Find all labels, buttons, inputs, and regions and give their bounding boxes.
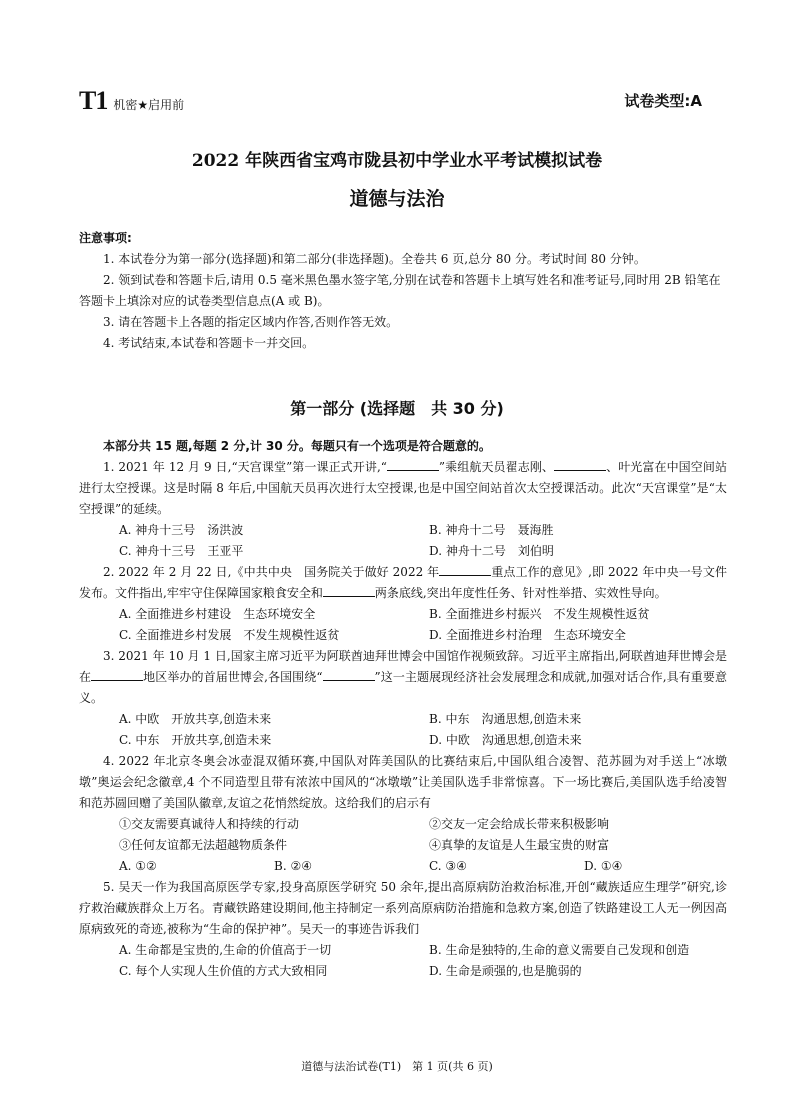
option-b: B. 中东 沟通思想,创造未来: [429, 712, 582, 726]
options: [79, 709, 727, 751]
option-b: B. 神舟十二号 聂海胜: [429, 523, 554, 537]
options: [79, 604, 727, 646]
option-d: D. ①④: [584, 859, 623, 873]
options: [79, 940, 727, 982]
options: [79, 520, 727, 562]
notice-section: [79, 228, 729, 354]
statement-3: ③任何友谊都无法超越物质条件: [119, 838, 288, 852]
stem-text: 、叶光富在中国空间站进行太空授课。这是时隔 8 年后,中国航天员再次进行太空授课,也是中国空间站首次太空授课活动。此次“天宫课堂”是“太空授课”的延续。: [79, 460, 727, 516]
question-stem: [79, 646, 727, 709]
stem-text: ”这一主题展现经济社会发展理念和成就,加强对话合作,具有重要意义。: [79, 670, 727, 705]
paper-code: T1: [79, 86, 108, 115]
question-stem: 5. 吴天一作为我国高原医学专家,投身高原医学研究 50 余年,提出高原病防治救治标准,开创“藏族适应生理学”研究,诊疗救治藏族群众上万名。青藏铁路建设期间,他主持制定一系列高原病防治措施和急救方案,创造了铁路建设工人无一例因高原病致死的奇迹,被称为“生命的保护神”。吴天一的事迹告诉我们: [79, 880, 727, 936]
option-b: B. ②④: [274, 859, 312, 873]
question-stem: [79, 457, 727, 520]
option-c: C. 中东 开放共享,创造未来: [119, 733, 272, 747]
option-d: D. 全面推进乡村治理 生态环境安全: [429, 628, 626, 642]
option-d: D. 生命是顽强的,也是脆弱的: [429, 964, 582, 978]
notice-item: 3. 请在答题卡上各题的指定区域内作答,否则作答无效。: [103, 315, 399, 329]
question-stem: [79, 562, 727, 604]
stem-text: 两条底线,突出年度性任务、针对性举措、实效性导向。: [374, 586, 667, 600]
stem-text: 2. 2022 年 2 月 22 日,《中共中央 国务院关于做好 2022 年: [103, 565, 440, 579]
stem-text: 地区举办的首届世博会,各国围绕“: [143, 670, 323, 684]
statement-1: ①交友需要真诚待人和持续的行动: [119, 817, 300, 831]
answer-blank: [554, 458, 606, 471]
page-footer: 道德与法治试卷(T1) 第 1 页(共 6 页): [301, 1060, 493, 1073]
statements: [79, 814, 727, 856]
answer-blank: [323, 668, 375, 681]
stem-text: 重点工作的意见》,即 2022 年中央一号文件发布。文件指出,牢牢守住保障国家粮食安全和: [79, 565, 727, 600]
option-c: C. 每个人实现人生价值的方式大致相同: [119, 964, 328, 978]
option-a: A. 生命都是宝贵的,生命的价值高于一切: [119, 943, 332, 957]
subject-title: 道德与法治: [349, 188, 445, 210]
option-b: B. 全面推进乡村振兴 不发生规模性返贫: [429, 607, 650, 621]
paper-type: 试卷类型:A: [624, 92, 702, 110]
stem-text: 1. 2021 年 12 月 9 日,“天宫课堂”第一课正式开讲,“: [103, 460, 387, 474]
notice-title: 注意事项:: [79, 231, 132, 245]
stem-text: ”乘组航天员翟志刚、: [438, 460, 555, 474]
answer-blank: [323, 584, 375, 597]
option-a: A. 全面推进乡村建设 生态环境安全: [119, 607, 316, 621]
option-a: A. 神舟十三号 汤洪波: [119, 523, 244, 537]
notice-item: 4. 考试结束,本试卷和答题卡一并交回。: [103, 336, 315, 350]
notice-item: 1. 本试卷分为第一部分(选择题)和第二部分(非选择题)。全卷共 6 页,总分 80 分。考试时间 80 分钟。: [103, 252, 646, 266]
notice-item: 2. 领到试卷和答题卡后,请用 0.5 毫米黑色墨水签字笔,分别在试卷和答题卡上填写姓名和准考证号,同时用 2B 铅笔在答题卡上填涂对应的试卷类型信息点(A 或 B)。: [79, 273, 721, 308]
option-d: D. 神舟十二号 刘伯明: [429, 544, 554, 558]
section-intro: 本部分共 15 题,每题 2 分,计 30 分。每题只有一个选项是符合题意的。: [103, 439, 491, 453]
answer-blank: [91, 668, 143, 681]
secret-label: 机密★启用前: [113, 98, 185, 112]
option-b: B. 生命是独特的,生命的意义需要自己发现和创造: [429, 943, 690, 957]
questions: [79, 436, 727, 982]
option-c: C. 神舟十三号 王亚平: [119, 544, 244, 558]
option-c: C. ③④: [429, 859, 467, 873]
option-c: C. 全面推进乡村发展 不发生规模性返贫: [119, 628, 340, 642]
header-left: [79, 86, 184, 116]
exam-title: 2022 年陕西省宝鸡市陇县初中学业水平考试模拟试卷: [191, 151, 603, 171]
statement-4: ④真挚的友谊是人生最宝贵的财富: [429, 838, 610, 852]
answer-blank: [387, 458, 439, 471]
options: [79, 856, 727, 877]
stem-text: 3. 2021 年 10 月 1 日,国家主席习近平为阿联酋迪拜世博会中国馆作视频致辞。习近平主席指出,阿联酋迪拜世博会是在: [79, 649, 727, 684]
statement-2: ②交友一定会给成长带来积极影响: [429, 817, 610, 831]
option-d: D. 中欧 沟通思想,创造未来: [429, 733, 582, 747]
section-title: 第一部分 (选择题 共 30 分): [290, 399, 504, 418]
option-a: A. 中欧 开放共享,创造未来: [119, 712, 272, 726]
question-stem: 4. 2022 年北京冬奥会冰壶混双循环赛,中国队对阵美国队的比赛结束后,中国队组合凌智、范苏圆为对手送上“冰墩墩”奥运会纪念徽章,4 个不同造型且带有浓浓中国风的“冰墩墩”让美国队选手非常惊喜。下一场比赛后,美国队选手给凌智和范苏圆回赠了美国队徽章,友谊之花悄然绽放。这给我们的启示有: [79, 754, 727, 810]
answer-blank: [439, 563, 491, 576]
option-a: A. ①②: [119, 859, 157, 873]
